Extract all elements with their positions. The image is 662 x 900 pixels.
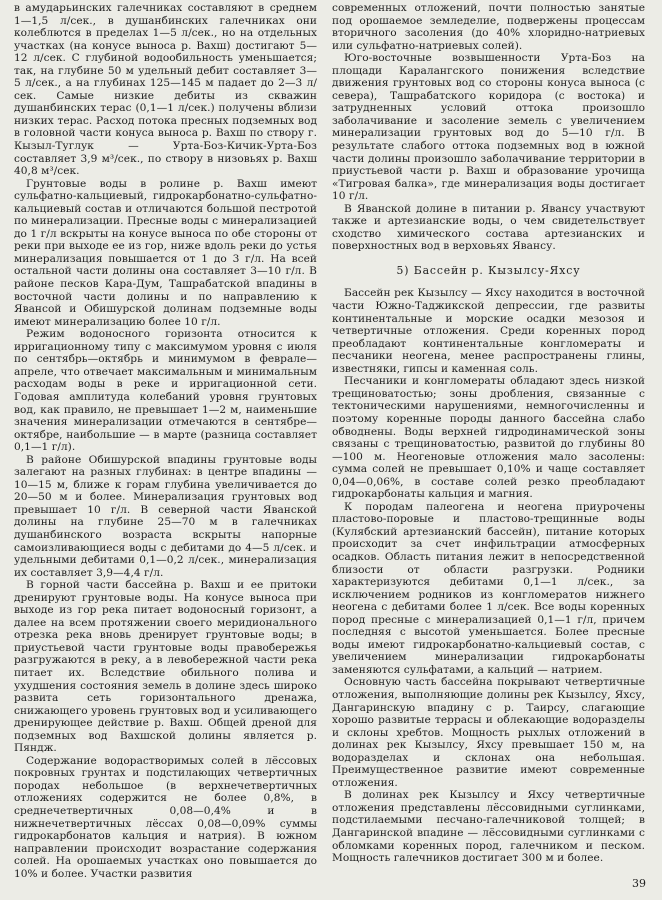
right-paragraph-8: В долинах рек Кызылсу и Яхсу четвертичные отложения представлены лёссовидными суглинками, подстилаемыми песчано-галечниковой толщей; в Дангаринской впадине — лёссовидными суглинками с обломками коренных пород, галечником и песком. Мощность галечников достигает 300 м и более. <box>332 789 645 865</box>
right-paragraph-7: Основную часть бассейна покрывают четвертичные отложения, выполняющие долины рек Кызылсу, Яхсу, Дангаринскую впадину с р. Таирсу, слагающие хорошо развитые террасы и облекающие водоразделы и склоны хребтов. Мощность рыхлых отложений в долинах рек Кызылсу, Яхсу превышает 150 м, на водоразделах и склонах она небольшая. Преимущественное развитие имеют современные отложения. <box>332 676 645 789</box>
left-paragraph-2: Грунтовые воды в ролине р. Вахш имеют сульфатно-кальциевый, гидрокарбонатно-сульфатно-кальциевый состав и отличаются большой пестротой по минерализации. Пресные воды с минерализацией до 1 г/л вскрыты на конусе выноса по обе стороны от реки при выходе ее из гор, ниже вдоль реки до устья минерализация повышается от 1 до 3 г/л. На всей остальной части долины она составляет 3—10 г/л. В районе песков Кара-Дум, Ташрабатской впадины в восточной части долины и по направлению к Явансой и Обишурской долинам подземные воды имеют минерализацию более 10 г/л. <box>14 177 317 328</box>
left-paragraph-1: в амударьинских галечниках составляют в среднем 1—1,5 л/сек., в душанбинских галечниках они колеблются в пределах 1—5 л/сек., но на отдельных участках (на конусе выноса р. Вахш) достигают 5—12 л/сек. С глубиной водообильность уменьшается; так, на глубине 50 м удельный дебит составляет 3—5 л/сек., а на глубинах 125—145 м падает до 2—3 л/сек. Самые низкие дебиты из скважин душанбинских терас (0,1—1 л/сек.) получены вблизи низких терас. Расход потока пресных подземных вод в головной части конуса выноса р. Вахш по створу г. Кызыл-Туглук — Урта-Боз-Кичик-Урта-Боз составляет 3,9 м³/сек., по створу в низовьях р. Вахш 40,8 м³/сек. <box>14 2 317 178</box>
right-paragraph-2: Юго-восточные возвышенности Урта-Боз на площади Каралангского понижения вследствие движения грунтовых вод со стороны конуса выноса (с севера), Ташрабатского коридора (с востока) и затрудненных условий оттока произошло заболачивание и засоление земель с увеличением минерализации грунтовых вод до 5—10 г/л. В результате слабого оттока подземных вод в южной части долины произошло заболачивание территории в приустьевой части р. Вахш и образование урочища «Тигровая балка», где минерализация воды достигает 10 г/л. <box>332 52 645 203</box>
left-paragraph-3: Режим водоносного горизонта относится к ирригационному типу с максимумом уровня с июля по сентябрь—октябрь и минимумом в феврале—апреле, что отвечает максимальным и минимальным расходам воды в реке и ирригационной сети. Годовая амплитуда колебаний уровня грунтовых вод, как правило, не превышает 1—2 м, наименьшие значения минерализации отмечаются в сентябре—октябре, наибольшие — в марте (разница составляет 0,1—1 г/л). <box>14 328 317 454</box>
right-paragraph-4: Бассейн рек Кызылсу — Яхсу находится в восточной части Южно-Таджикской депрессии, где развиты континентальные и морские осадки мезозоя и четвертичные отложения. Среди коренных пород преобладают континентальные конгломераты и песчаники неогена, менее распространены глины, известняки, гипсы и каменная соль. <box>332 287 645 375</box>
left-paragraph-5: В горной части бассейна р. Вахш и ее притоки дренируют грунтовые воды. На конусе выноса при выходе из гор река питает водоносный горизонт, а далее на всем протяжении своего меридионального отрезка река вновь дренирует грунтовые воды; в приустьевой части грунтовые воды правобережья разгружаются в реку, а в левобережной части река питает их. Вследствие обильного полива и ухудшения состояния земель в долине здесь широко развита сеть горизонтального дренажа, снижающего уровень грунтовых вод и усиливающего дренирующее действие р. Вахш. Общей дреной для подземных вод Вахшской долины является р. Пяндж. <box>14 579 317 755</box>
right-paragraph-1: современных отложений, почти полностью занятые под орошаемое земледелие, подвержены процессам вторичного засоления (до 40% хлоридно-натриевых или сульфатно-натриевых солей). <box>332 2 645 52</box>
section-heading: 5) Бассейн р. Кызылсу-Яхсу <box>396 263 581 277</box>
page-number: 39 <box>632 877 646 890</box>
left-column <box>14 2 317 880</box>
right-paragraph-3: В Яванской долине в питании р. Явансу участвуют также и артезианские воды, о чем свидетельствует сходство химического состава артезианских и поверхностных вод в верховьях Явансу. <box>332 202 645 253</box>
right-paragraph-5: Песчаники и конгломераты обладают здесь низкой трещиноватостью; зоны дробления, связанные с тектоническими нарушениями, немногочисленны и поэтому коренные породы данного бассейна слабо обводнены. Воды верхней гидродинамической зоны связаны с трещиноватостью, развитой до глубины 80—100 м. Неогеновые отложения мало засолены: сумма солей не превышает 0,10% и чаще составляет 0,04—0,06%, в составе солей резко преобладают гидрокарбонаты кальция и магния. <box>332 375 645 501</box>
right-column <box>332 2 645 865</box>
right-paragraph-6: К породам палеогена и неогена приурочены пластово-поровые и пластово-трещинные воды (Кулябский артезианский бассейн), питание которых происходит за счет инфильтрации атмосферных осадков. Область питания лежит в непосредственной близости от области разгрузки. Родники характеризуются дебитами 0,1—1 л/сек., за исключением родников из конгломератов нижнего неогена с дебитами более 1 л/сек. Все воды коренных пород пресные с минерализацией 0,1—1 г/л, причем последняя с высотой уменьшается. Более пресные воды имеют гидрокарбонатно-кальциевый состав, с увеличением минерализации гидрокарбонаты заменяются сульфатами, а кальций — натрием. <box>332 500 645 676</box>
left-paragraph-6: Содержание водорастворимых солей в лёссовых покровных грунтах и подстилающих четвертичных породах небольшое (в верхнечетвертичных отложениях содержится не более 0,8%, в среднечетвертичных 0,08—0,4% и в нижнечетвертичных лёссах 0,08—0,09% суммы гидрокарбонатов кальция и натрия). В южном направлении происходит возрастание содержания солей. На орошаемых участках оно повышается до 10% и более. Участки развития <box>14 754 317 880</box>
left-paragraph-4: В районе Обишурской впадины грунтовые воды залегают на разных глубинах: в центре впадины — 10—15 м, ближе к горам глубина увеличивается до 20—50 м и более. Минерализация грунтовых вод превышает 10 г/л. В северной части Яванской долины на глубине 25—70 м в галечниках душанбинского возраста вскрыты напорные самоизливающиеся воды с дебитами до 4—5 л/сек. и удельными дебитами 0,1—0,2 л/сек., минерализация их составляет 3,9—4,4 г/л. <box>14 453 317 579</box>
